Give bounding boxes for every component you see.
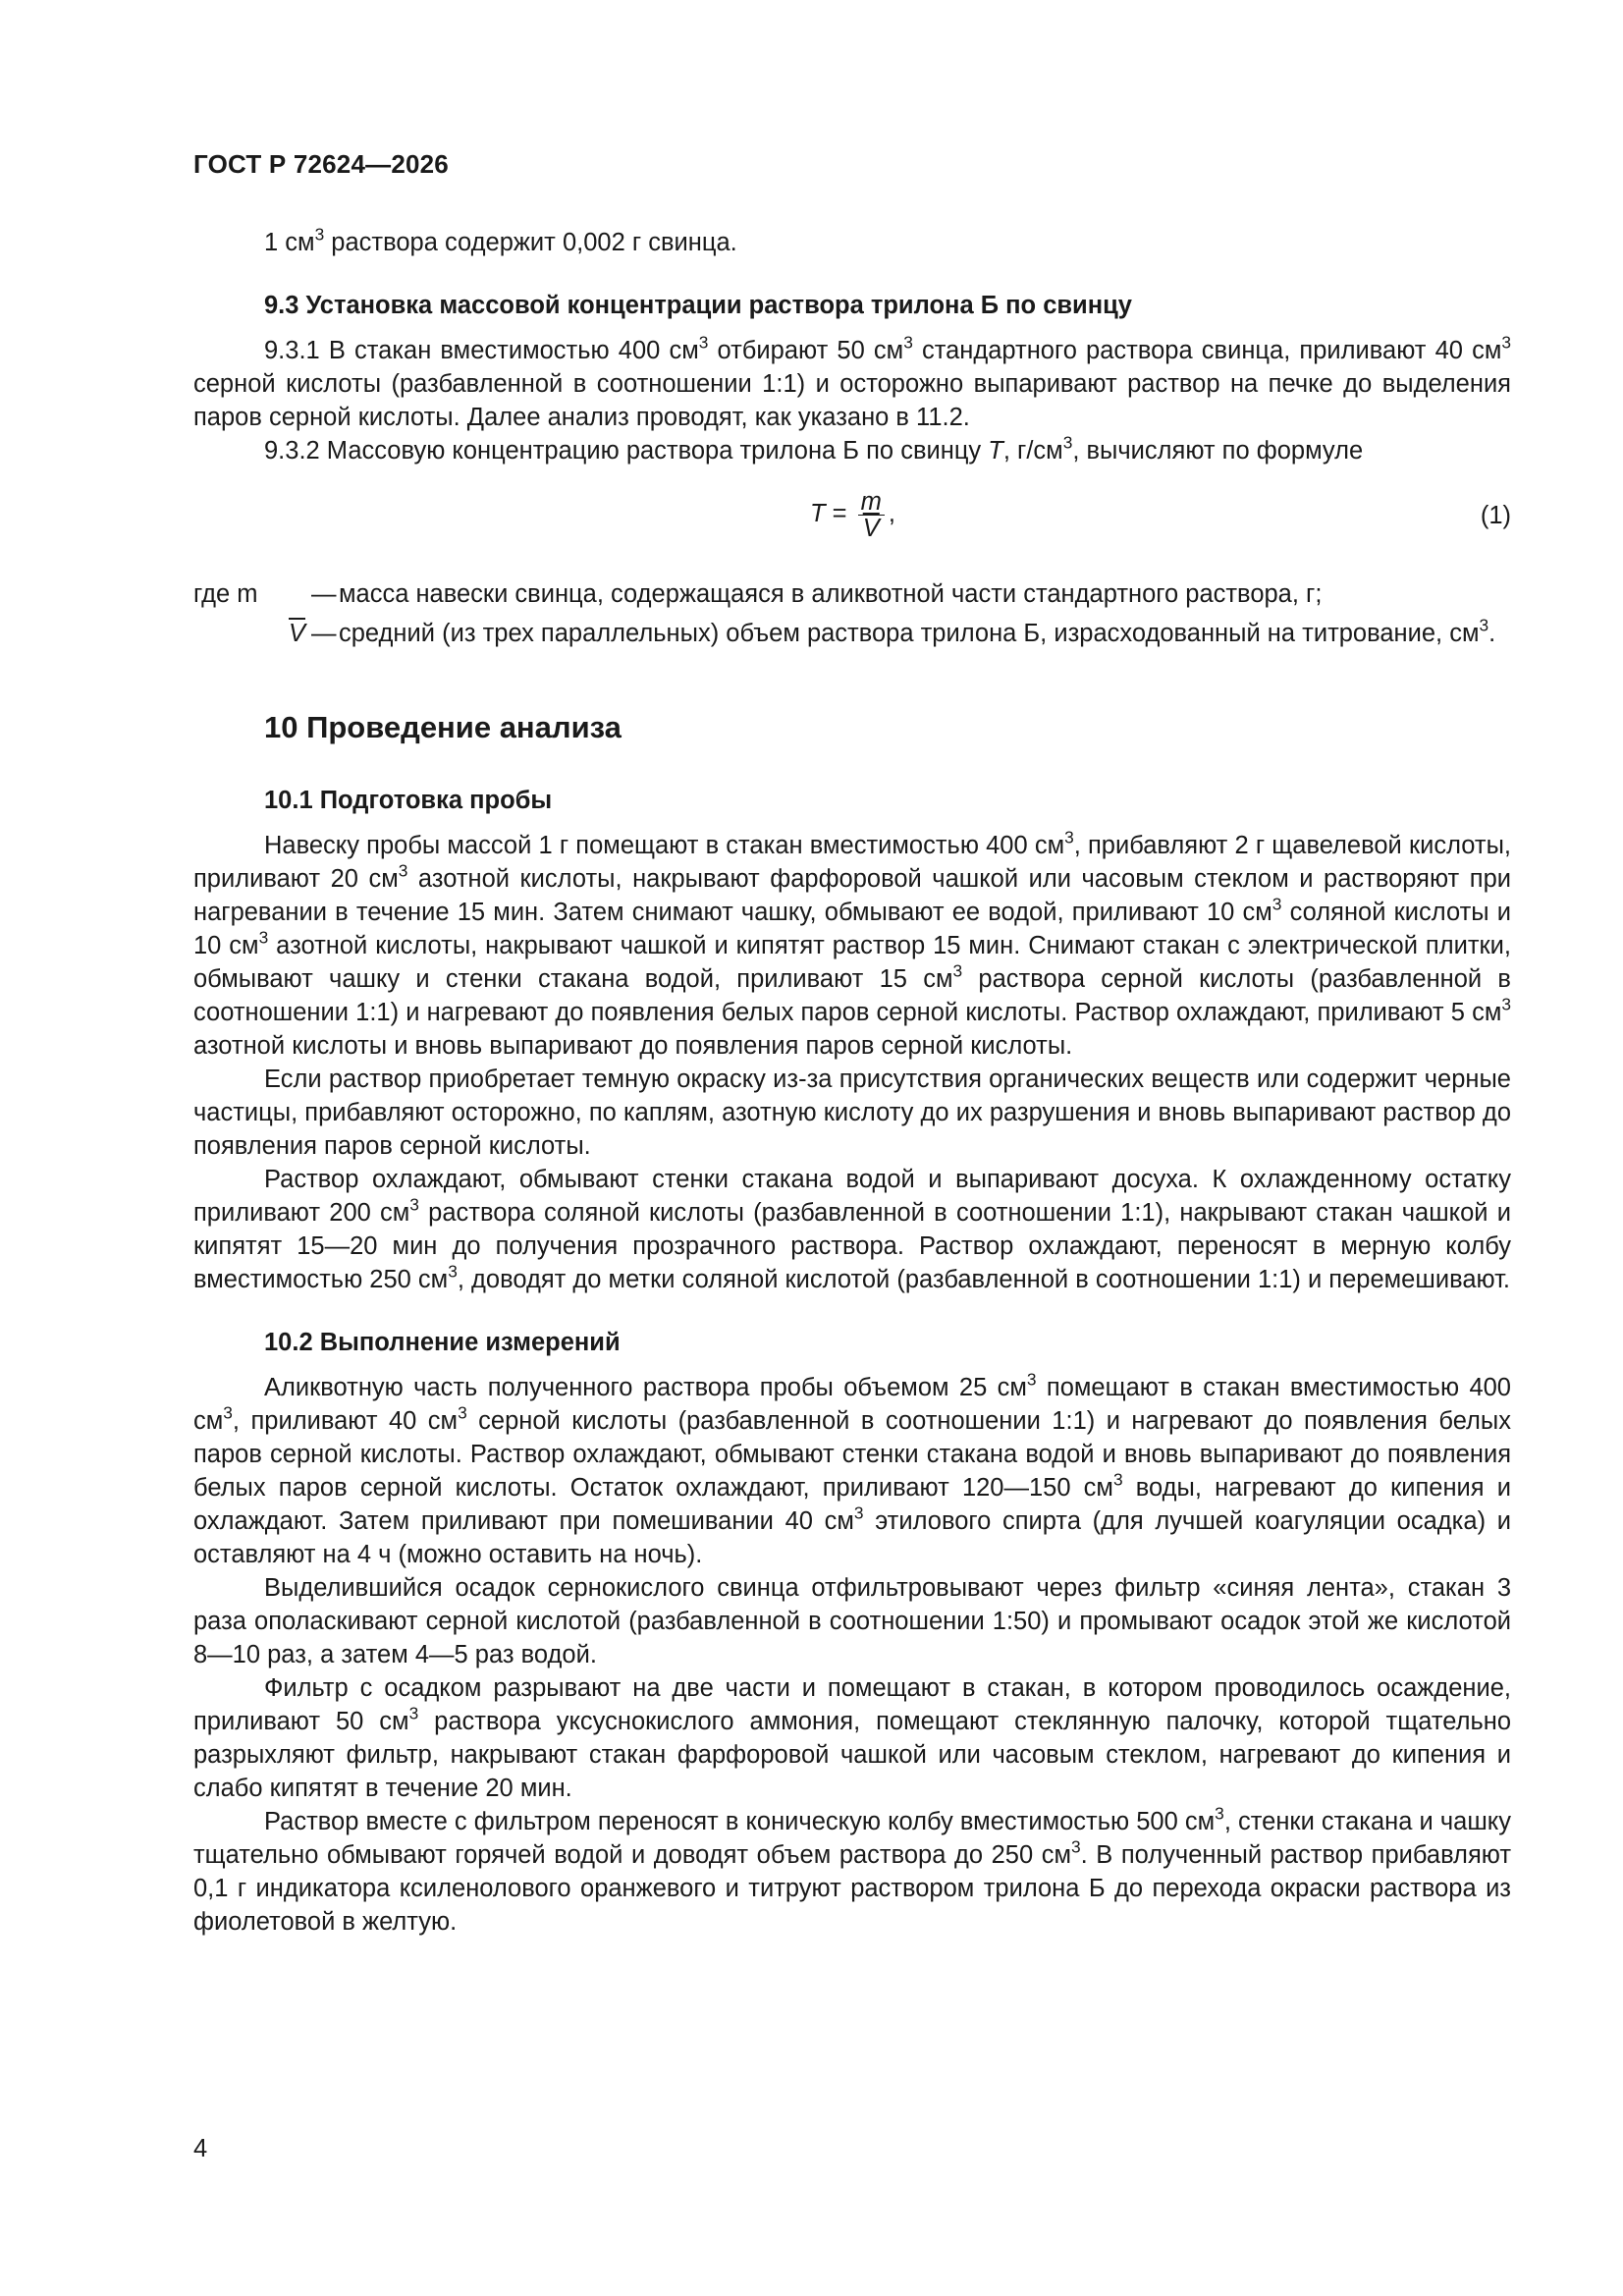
legend-row-m: где m — масса навески свинца, содержащаяся в аликвотной части стандартного раствора, г; — [193, 580, 1323, 608]
paragraph-10-1-b: Если раствор приобретает темную окраску из-за присутствия органических веществ или содержит черные частицы, прибавляют осторожно, по каплям, азотную кислоту до их разрушения и вновь выпаривают раствор до появления паров серной кислоты. — [193, 1066, 1511, 1160]
paragraph-9-3-1: 9.3.1 В стакан вместимостью 400 $см^3$ отбирают 50 $см^3$ стандартного раствора свинца, приливают 40 $см^3$ серной кислоты (разбавленной в соотношении 1:1) и осторожно выпаривают раствор на печке до выделения паров серной кислоты. Далее анализ проводят, как указано в 11.2. — [193, 332, 1512, 431]
formula-expression: T = $\frac{m}{V}$ , — [810, 488, 895, 542]
subsection-title-9-3: 9.3 Установка массовой концентрации раствора трилона Б по свинцу — [264, 292, 1132, 319]
section-title-10: 10 Проведение анализа — [264, 710, 622, 744]
standard-code-header: ГОСТ Р 72624—2026 — [193, 149, 449, 179]
formula-1 — [193, 481, 1511, 542]
paragraph-10-1-c: Раствор охлаждают, обмывают стенки стакана водой и выпаривают досуха. К охлажденному остатку приливают 200 $см^3$ раствора соляной кислоты (разбавленной в соотношении 1:1), накрывают стакан чашкой и кипятят 15—20 мин до получения прозрачного раствора. Раствор охлаждают, переносят в мерную колбу вместимостью 250 $см^3$, доводят до метки соляной кислотой (разбавленной в соотношении 1:1) и перемешивают. — [193, 1166, 1511, 1293]
paragraph-10-1-a: Навеску пробы массой 1 г помещают в стакан вместимостью 400 $см^3$, прибавляют 2 г щавелевой кислоты, приливают 20 $см^3$ азотной кислоты, накрывают фарфоровой чашкой или часовым стеклом и растворяют при нагревании в течение 15 мин. Затем снимают чашку, обмывают ее водой, приливают 10 $см^3$ соляной кислоты и 10 $см^3$ азотной кислоты, накрывают чашкой и кипятят раствор 15 мин. Снимают стакан с электрической плитки, обмывают чашку и стенки стакана водой, приливают 15 $см^3$ раствора серной кислоты (разбавленной в соотношении 1:1) и нагревают до появления белых паров серной кислоты. Раствор охлаждают, приливают 5 $см^3$ азотной кислоты и вновь выпаривают до появления паров серной кислоты. — [193, 827, 1512, 1060]
formula-fraction: $\frac{m}{V}$ — [858, 489, 885, 541]
subsection-title-10-1: 10.1 Подготовка пробы — [264, 787, 553, 814]
paragraph-lead: 1 $см^3$ раствора содержит 0,002 г свинца. — [264, 224, 737, 256]
legend-row-v: $\overline{V}$ — средний (из трех параллельных) объем раствора трилона Б, израсходованный на титрование, $см^3$. — [288, 615, 1496, 647]
paragraph-10-2-b: Выделившийся осадок сернокислого свинца отфильтровывают через фильтр «синяя лента», стакан 3 раза ополаскивают серной кислотой (разбавленной в соотношении 1:50) и промывают осадок этой же кислотой 8—10 раз, а затем 4—5 раз водой. — [193, 1574, 1511, 1668]
subsection-title-10-2: 10.2 Выполнение измерений — [264, 1329, 621, 1356]
page-number: 4 — [193, 2135, 208, 2162]
formula-number: (1) — [1480, 502, 1511, 529]
paragraph-9-3-2: 9.3.2 Массовую концентрацию раствора трилона Б по свинцу T, $г/см^3$, вычисляют по формуле — [264, 432, 1364, 465]
paragraph-10-2-c: Фильтр с осадком разрывают на две части и помещают в стакан, в котором проводилось осаждение, приливают 50 $см^3$ раствора уксуснокислого аммония, помещают стеклянную палочку, которой тщательно разрыхляют фильтр, накрывают стакан фарфоровой чашкой или часовым стеклом, нагревают до кипения и слабо кипятят в течение 20 мин. — [193, 1674, 1511, 1802]
formula-legend — [193, 577, 1511, 650]
paragraph-10-2-d: Раствор вместе с фильтром переносят в коническую колбу вместимостью 500 $см^3$, стенки стакана и чашку тщательно обмывают горячей водой и доводят объем раствора до 250 $см^3$. В полученный раствор прибавляют 0,1 г индикатора ксиленолового оранжевого и титруют раствором трилона Б до перехода окраски раствора из фиолетовой в желтую. — [193, 1803, 1511, 1936]
page-body — [193, 226, 1511, 1939]
paragraph-10-2-a: Аликвотную часть полученного раствора пробы объемом 25 $см^3$ помещают в стакан вместимостью 400 $см^3$, приливают 40 $см^3$ серной кислоты (разбавленной в соотношении 1:1) и нагревают до появления белых паров серной кислоты. Раствор охлаждают, обмывают стенки стакана водой и вновь выпаривают до появления белых паров серной кислоты. Остаток охлаждают, приливают 120—150 $см^3$ воды, нагревают до кипения и охлаждают. Затем приливают при помешивании 40 $см^3$ этилового спирта (для лучшей коагуляции осадка) и оставляют на 4 ч (можно оставить на ночь). — [193, 1369, 1511, 1568]
